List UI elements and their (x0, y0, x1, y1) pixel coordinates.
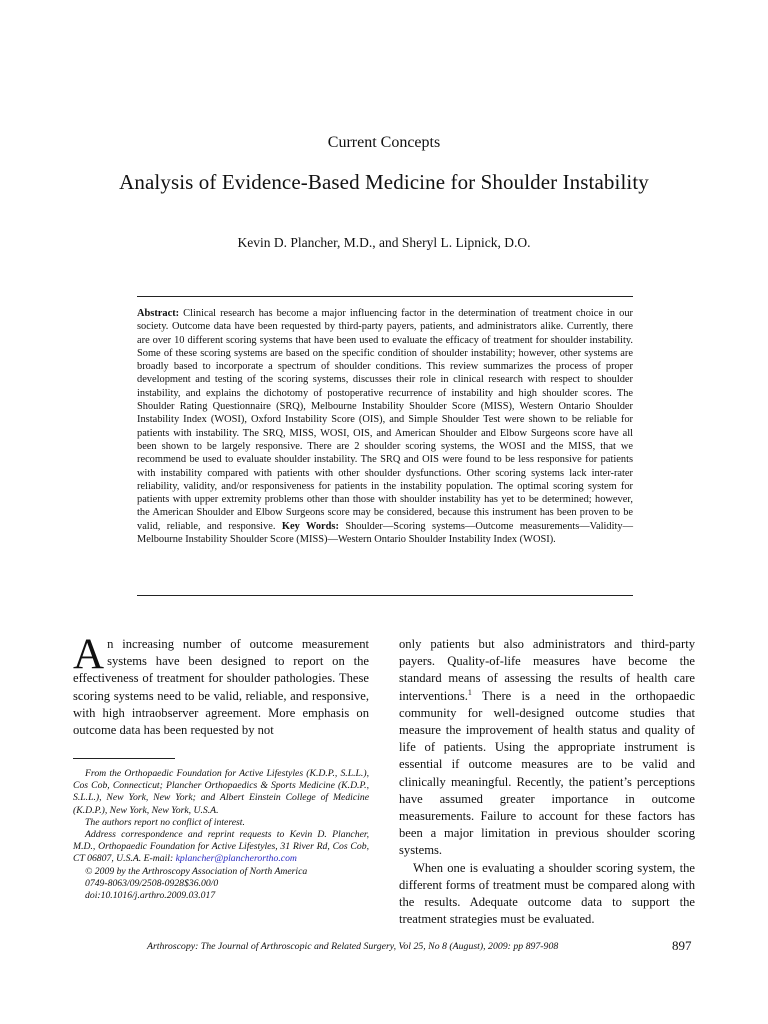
authors: Kevin D. Plancher, M.D., and Sheryl L. Lipnick, D.O. (237, 235, 531, 250)
page-number: 897 (672, 938, 692, 953)
reference-marker: 1 (467, 687, 472, 697)
body-right-p1-b: There is a need in the orthopaedic community for well-designed outcome studies that measure the improvement of health status and quality of life of patients. Using the appropriate instrument is essential if outcome measures are to be valid and clinically meaningful. Recently, the patient’s perceptions have assumed greater importance in outcome measurements. Failure to account for these factors has been a major limitation in previous shoulder scoring systems. (399, 688, 695, 858)
email-link[interactable]: kplancher@plancherortho.com (175, 853, 297, 865)
footnote-correspondence (73, 829, 369, 866)
keywords-label: Key Words: (281, 520, 339, 532)
footnote-issn: 0749-8063/09/2508-0928$36.00/0 (85, 877, 219, 889)
body-right-paragraph-2: When one is evaluating a shoulder scoring system, the different forms of treatment must be compared along with the results. Adequate outcome data to support the treatment strategies must be evaluated. (399, 860, 695, 927)
section-label: Current Concepts (327, 134, 441, 151)
footnote-rule (73, 758, 175, 759)
article-title: Analysis of Evidence-Based Medicine for Shoulder Instability (119, 170, 649, 194)
body-right-paragraph-1 (399, 636, 695, 860)
keywords-text: Shoulder—Scoring systems—Outcome measurements—Validity—Melbourne Instability Shoulder Score (MISS)—Western Ontario Shoulder Instability Index (WOSI). (137, 520, 633, 546)
abstract-label: Abstract: (137, 308, 180, 319)
body-left-column (73, 631, 369, 739)
abstract-top-rule (137, 296, 633, 297)
abstract (137, 307, 633, 546)
footnotes (73, 768, 369, 902)
footnote-conflict: The authors report no conflict of interest. (85, 816, 245, 828)
journal-footer: Arthroscopy: The Journal of Arthroscopic and Related Surgery, Vol 25, No 8 (August), 2009: pp 897-908 (147, 941, 559, 952)
abstract-text: Clinical research has become a major influencing factor in the determination of treatment choice in our society. Outcome data have been requested by third-party payers, patients, and administrators alike. Currently, there are over 10 different scoring systems that have been used to evaluate the efficacy of treatment for shoulder instability. Some of these scoring systems are based on the specific condition of shoulder instability; however, other systems are broadly based to incorporate a spectrum of shoulder conditions. This review summarizes the process of proper development and testing of the scoring systems, discusses their role in clinical research with respect to shoulder instability, and explains the dichotomy of postoperative recurrence of instability and high shoulder scores. The Shoulder Rating Questionnaire (SRQ), Melbourne Instability Shoulder Score (MISS), Western Ontario Shoulder Instability Index (WOSI), Oxford Instability Score (OIS), and Simple Shoulder Test were shown to be reliable for patients with instability. The SRQ, MISS, WOSI, OIS, and American Shoulder and Elbow Surgeons score have all been shown to be largely responsive. There are 2 shoulder scoring systems, the WOSI and the MISS, that we recommend be used to evaluate shoulder instability. The SRQ and OIS were found to be less responsive for patients with instability compared with patients with other shoulder dysfunctions. Other scoring systems lack inter-rater reliability, validity, and/or responsiveness for patients in the instability population. The optimal scoring system for patients with upper extremity problems other than those with shoulder instability has yet to be determined; however, the American Shoulder and Elbow Surgeons score may be considered, because this instrument has been proven to be valid, reliable, and responsive. (137, 308, 633, 532)
body-right-p1-a: only patients but also administrators and third-party payers. Quality-of-life measures have become the standard means of assessing the results of health care interventions. (399, 637, 695, 703)
body-left-text: n increasing number of outcome measurement systems have been designed to report on the effectiveness of treatment for shoulder pathologies. These scoring systems need to be valid, reliable, and responsive, with high intraobserver agreement. More emphasis on outcome data has been requested by not (73, 637, 369, 738)
footnote-doi: doi:10.1016/j.arthro.2009.03.017 (85, 890, 216, 902)
correspondence-text: Address correspondence and reprint requests to Kevin D. Plancher, M.D., Orthopaedic Foundation for Active Lifestyles, 31 River Rd, Cos Cob, CT 06807, U.S.A. E-mail: (73, 829, 369, 865)
drop-cap: A (73, 631, 105, 678)
body-right-column (399, 636, 695, 928)
footnote-affiliation: From the Orthopaedic Foundation for Active Lifestyles (K.D.P., S.L.L.), Cos Cob, Connecticut; Plancher Orthopaedics & Sports Medicine (K.D.P., S.L.L.), New York, New York; and Albert Einstein College of Medicine (K.D.P.), New York, New York, U.S.A. (73, 768, 369, 816)
abstract-bottom-rule (137, 595, 633, 596)
footnote-copyright: © 2009 by the Arthroscopy Association of North America (85, 865, 308, 877)
